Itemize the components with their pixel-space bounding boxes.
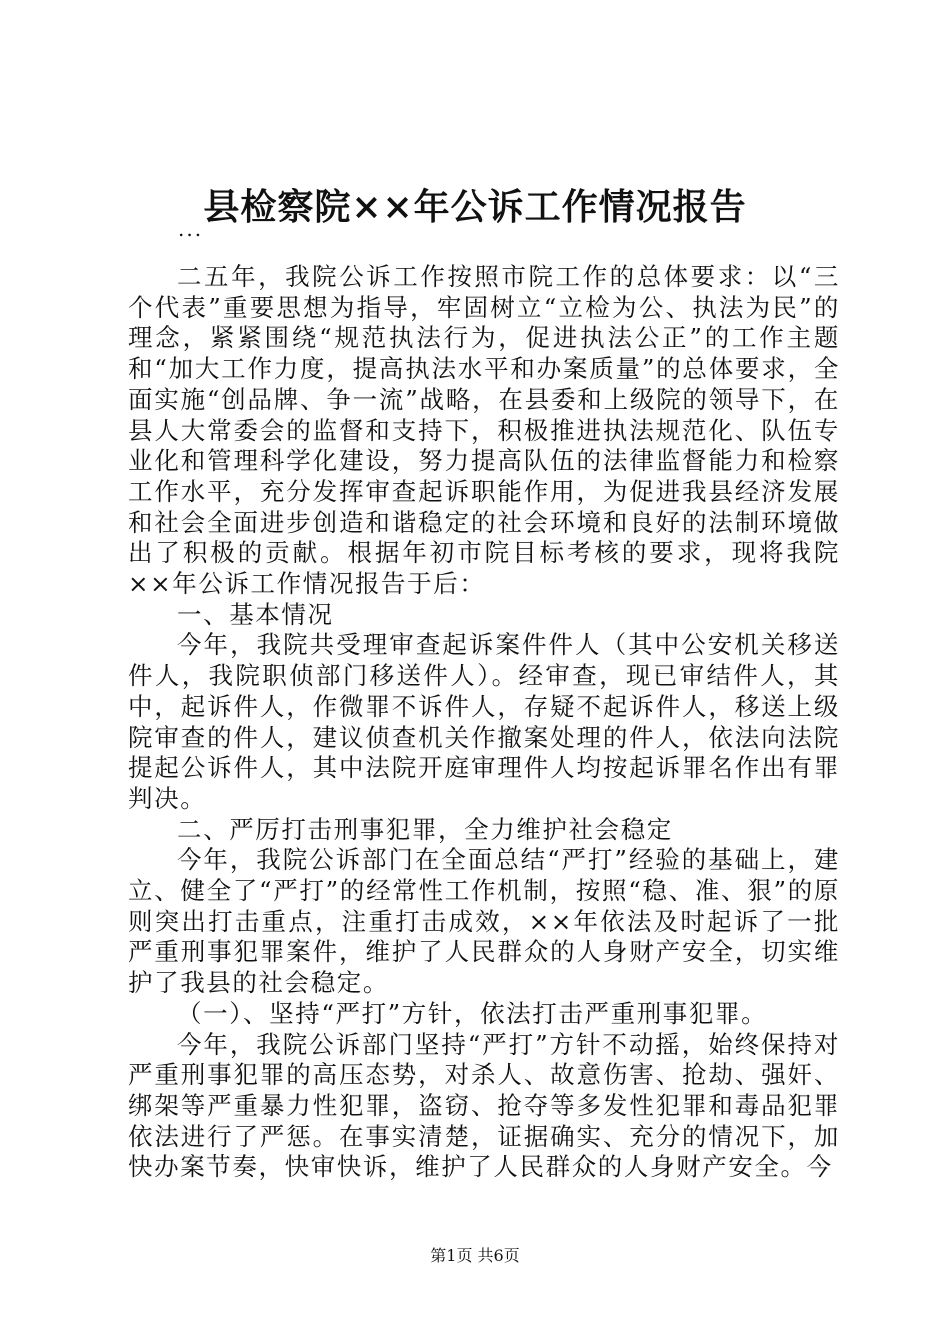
paragraph-intro: 二五年，我院公诉工作按照市院工作的总体要求：以“三个代表”重要思想为指导，牢固树立“立检为公、执法为民”的理念，紧紧围绕“规范执法行为，促进执法公正”的工作主题和“加大工作力度，提高执法水平和办案质量”的总体要求，全面实施“创品牌、争一流”战略，在县委和上级院的领导下，在县人大常委会的监督和支持下，积极推进执法规范化、队伍专业化和管理科学化建设，努力提高队伍的法律监督能力和检察工作水平，充分发挥审查起诉职能作用，为促进我县经济发展和社会全面进步创造和谐稳定的社会环境和良好的法制环境做出了积极的贡献。根据年初市院目标考核的要求，现将我院××年公诉工作情况报告于后：	[128, 262, 840, 599]
paragraph-strike-hard: 今年，我院公诉部门坚持“严打”方针不动摇，始终保持对严重刑事犯罪的高压态势，对杀人、故意伤害、抢劫、强奸、绑架等严重暴力性犯罪，盗窃、抢夺等多发性犯罪和毒品犯罪依法进行了严惩。在事实清楚，证据确实、充分的情况下，加快办案节奏，快审快诉，维护了人民群众的人身财产安全。今	[128, 1029, 840, 1182]
section-heading-crackdown: 二、严厉打击刑事犯罪，全力维护社会稳定	[177, 814, 673, 844]
document-title: 县检察院××年公诉工作情况报告	[203, 186, 747, 228]
section-heading-basic-situation: 一、基本情况	[177, 599, 334, 629]
paragraph-basic-situation: 今年，我院共受理审查起诉案件件人（其中公安机关移送件人，我院职侦部门移送件人）。经审查，现已审结件人，其中，起诉件人，作微罪不诉件人，存疑不起诉件人，移送上级院审查的件人，建议侦查机关作撤案处理的件人，依法向法院提起公诉件人，其中法院开庭审理件人均按起诉罪名作出有罪判决。	[128, 630, 840, 813]
subsection-heading-strike-hard: （一）、坚持“严打”方针，依法打击严重刑事犯罪。	[177, 998, 768, 1028]
document-body	[128, 262, 840, 1183]
paragraph-crackdown: 今年，我院公诉部门在全面总结“严打”经验的基础上，建立、健全了“严打”的经常性工作机制，按照“稳、准、狠”的原则突出打击重点，注重打击成效，××年依法及时起诉了一批严重刑事犯罪案件，维护了人民群众的人身财产安全，切实维护了我县的社会稳定。	[128, 845, 840, 998]
page-number: 第1页 共6页	[430, 1246, 520, 1265]
ellipsis-mark: ...	[178, 217, 204, 241]
